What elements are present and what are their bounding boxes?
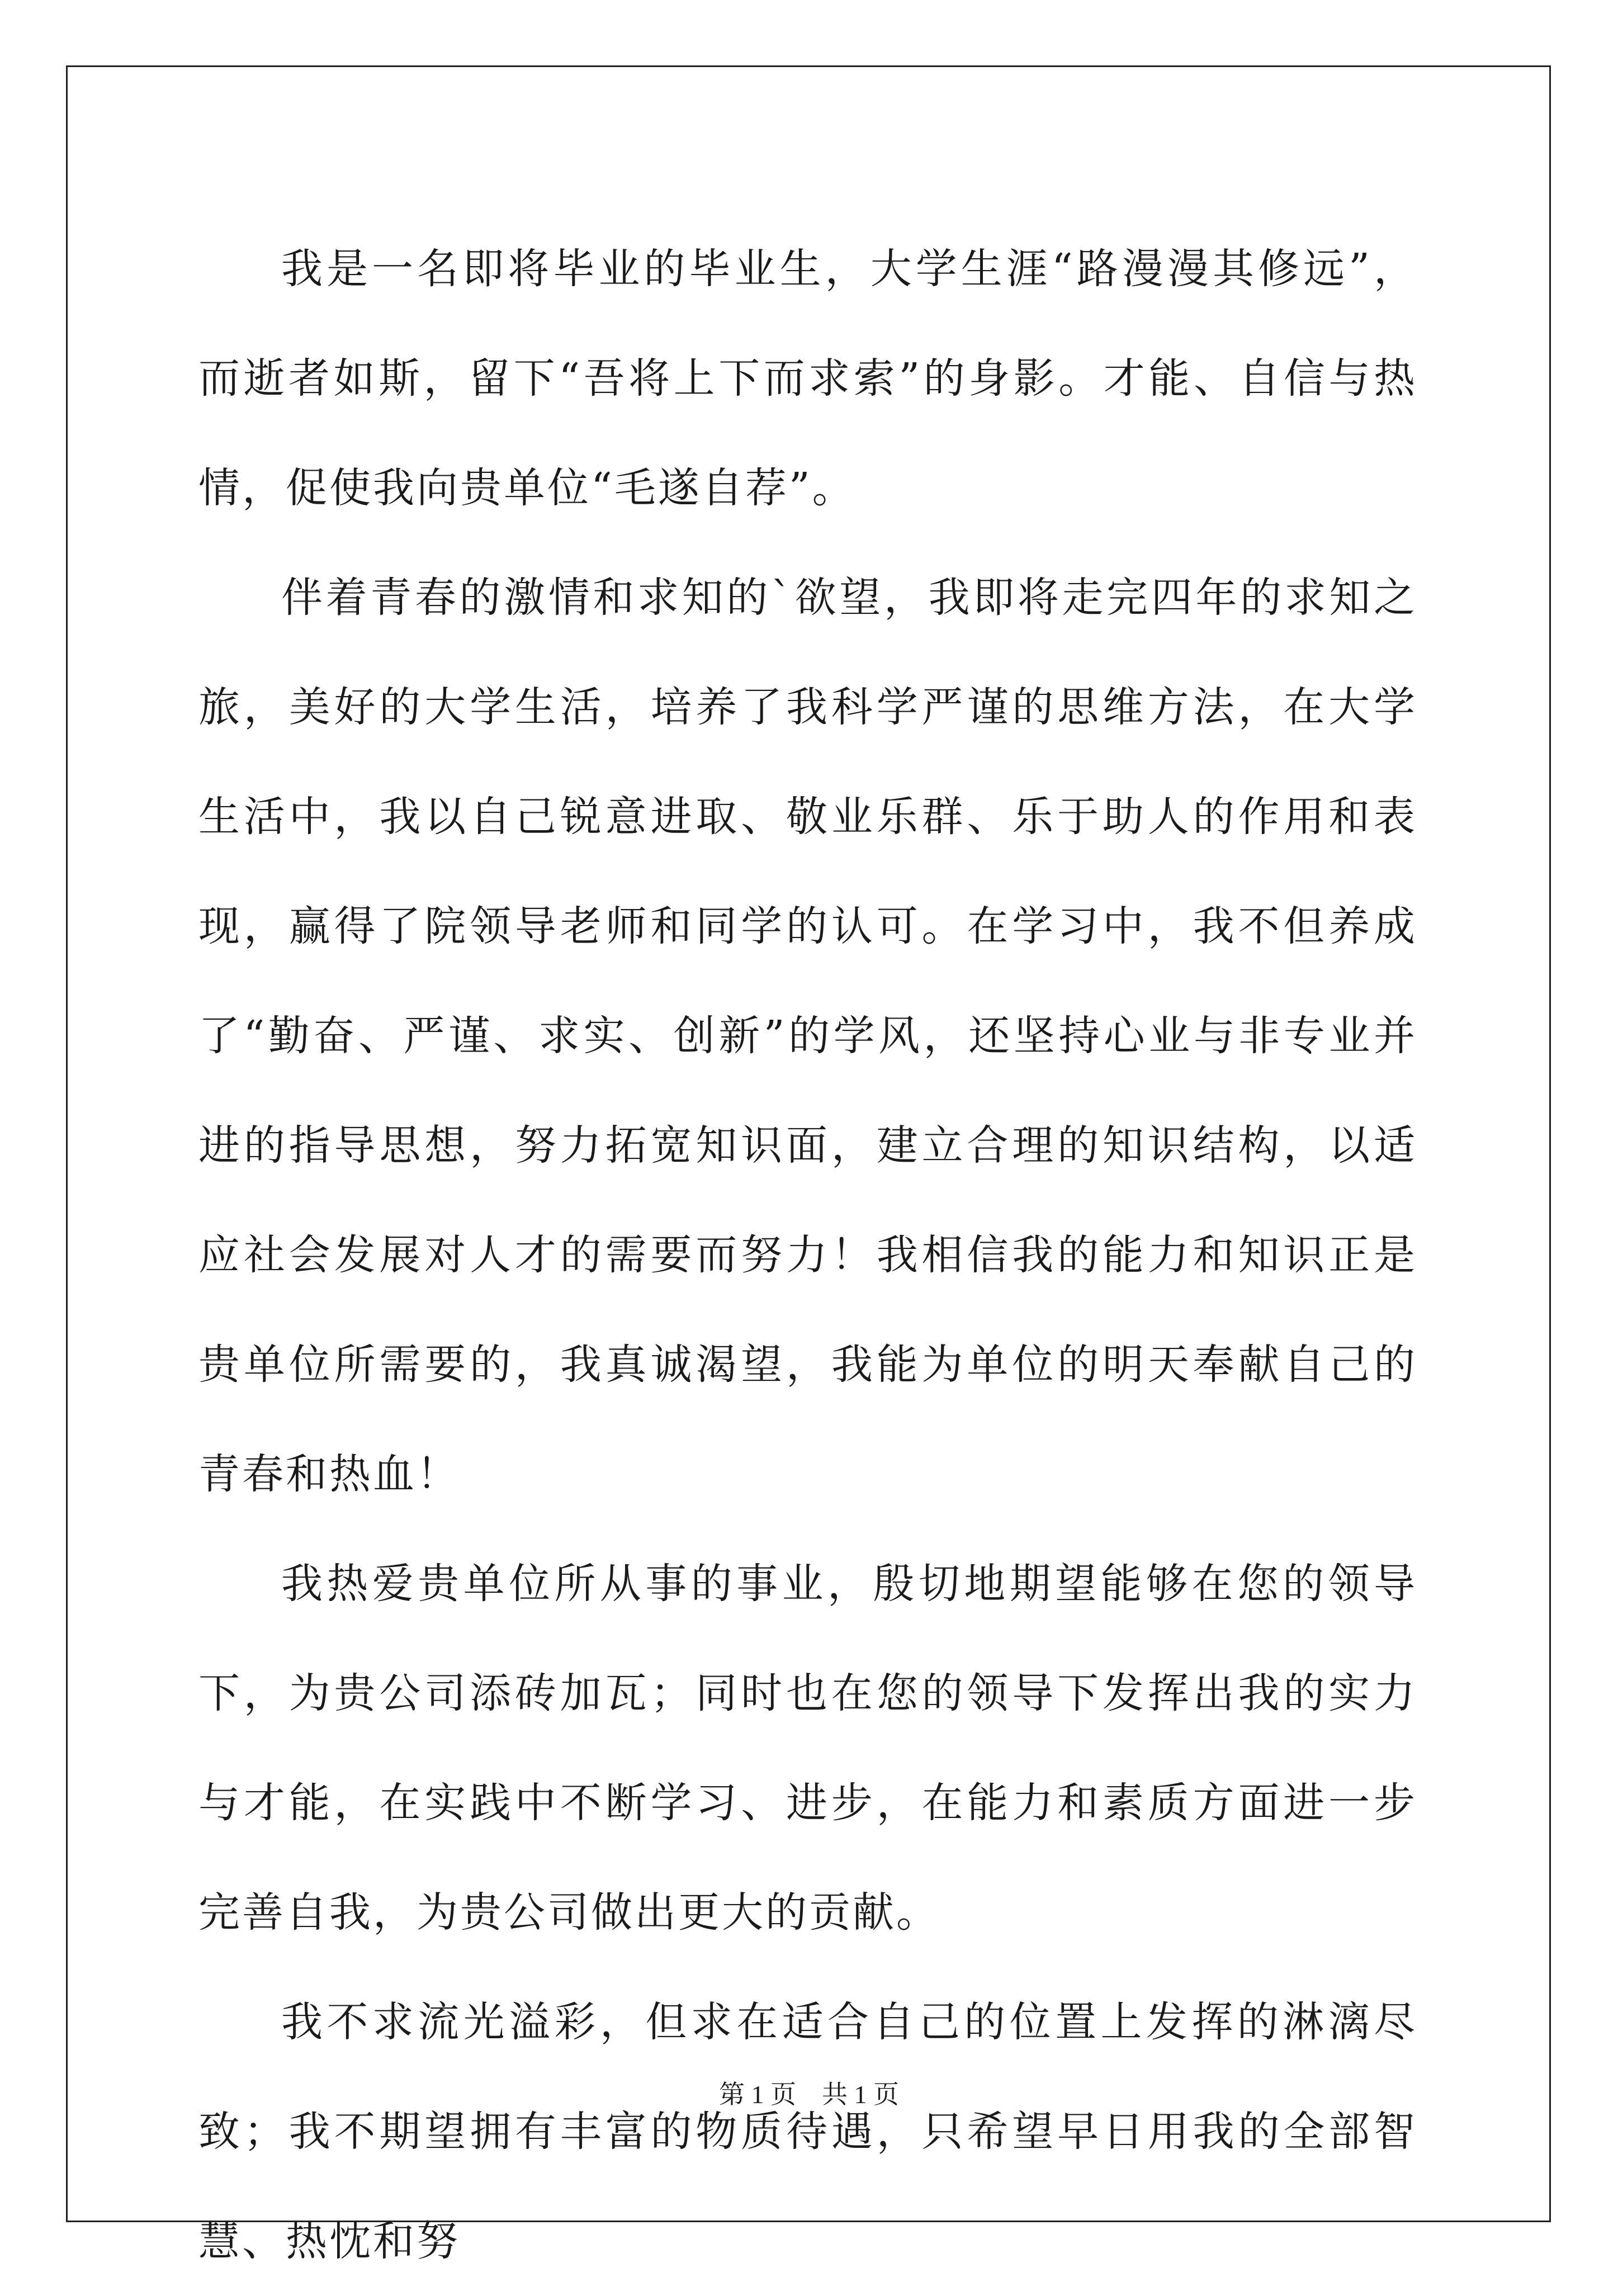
- page-number-footer: 第 1 页 共 1 页: [719, 2080, 899, 2109]
- paragraph: 我热爱贵单位所从事的事业，殷切地期望能够在您的领导下，为贵公司添砖加瓦；同时也在您的领导下发挥出我的实力与才能，在实践中不断学习、进步，在能力和素质方面进一步完善自我，为贵公司做出更大的贡献。: [198, 1560, 1417, 1937]
- paragraph: 伴着青春的激情和求知的`欲望，我即将走完四年的求知之旅，美好的大学生活，培养了我科学严谨的思维方法，在大学生活中，我以自己锐意进取、敬业乐群、乐于助人的作用和表现，赢得了院领导老师和同学的认可。在学习中，我不但养成了“勤奋、严谨、求实、创新”的学风，还坚持心业与非专业并进的指导思想，努力拓宽知识面，建立合理的知识结构，以适应社会发展对人才的需要而努力！我相信我的能力和知识正是贵单位所需要的，我真诚渴望，我能为单位的明天奉献自己的青春和热血！: [198, 574, 1417, 1498]
- document-body: [198, 214, 1417, 2296]
- paragraph: 我不求流光溢彩，但求在适合自己的位置上发挥的淋漓尽致；我不期望拥有丰富的物质待遇，只希望早日用我的全部智慧、热忱和努: [198, 1998, 1417, 2265]
- paragraph: 我是一名即将毕业的毕业生，大学生涯“路漫漫其修远”，而逝者如斯，留下“吾将上下而求索”的身影。才能、自信与热情，促使我向贵单位“毛遂自荐”。: [198, 245, 1417, 512]
